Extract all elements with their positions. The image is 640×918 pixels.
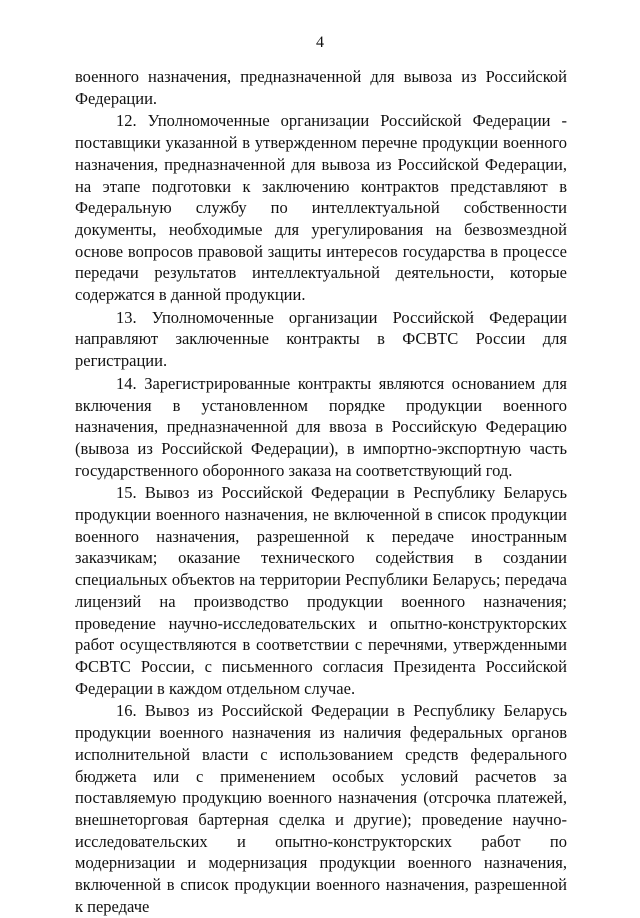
paragraph-15: 15. Вывоз из Российской Федерации в Республику Беларусь продукции военного назначения, не включенной в список продукции военного назначения, разрешенной к передаче иностранным заказчикам; оказание технического содействия в создании специальных объектов на территории Республики Беларусь; передача лицензий на производство продукции военного назначения; проведение научно-исследовательских и опытно-конструкторских работ осуществляются в соответствии с перечнями, утвержденными ФСВТС России, с письменного согласия Президента Российской Федерации в каждом отдельном случае. — [75, 483, 567, 698]
page-number: 4 — [316, 34, 324, 51]
paragraph-14: 14. Зарегистрированные контракты являются основанием для включения в установленном порядке продукции военного назначения, предназначенной для ввоза в Российскую Федерацию (вывоза из Российской Федерации), в импортно-экспортную часть государственного оборонного заказа на соответствующий год. — [75, 373, 567, 480]
paragraph-continuation: военного назначения, предназначенной для вывоза из Российской Федерации. — [75, 67, 567, 108]
paragraph-12: 12. Уполномоченные организации Российской Федерации - поставщики указанной в утвержденном перечне продукции военного назначения, предназначенной для вывоза из Российской Федерации, на этапе подготовки к заключению контрактов представляют в Федеральную службу по интеллектуальной собственности документы, необходимые для урегулирования на безвозмездной основе вопросов правовой защиты интересов государства в процессе передачи результатов интеллектуальной деятельности, которые содержатся в данной продукции. — [75, 111, 567, 305]
document-body — [75, 66, 567, 918]
paragraph-16: 16. Вывоз из Российской Федерации в Республику Беларусь продукции военного назначения из наличия федеральных органов исполнительной власти с использованием средств федерального бюджета или с применением особых условий расчетов за поставляемую продукцию военного назначения (отсрочка платежей, внешнеторговая бартерная сделка и другие); проведение научно-исследовательских и опытно-конструкторских работ по модернизации и модернизация продукции военного назначения, включенной в список продукции военного назначения, разрешенной к передаче — [75, 701, 567, 916]
paragraph-13: 13. Уполномоченные организации Российской Федерации направляют заключенные контракты в ФСВТС России для регистрации. — [75, 307, 567, 371]
